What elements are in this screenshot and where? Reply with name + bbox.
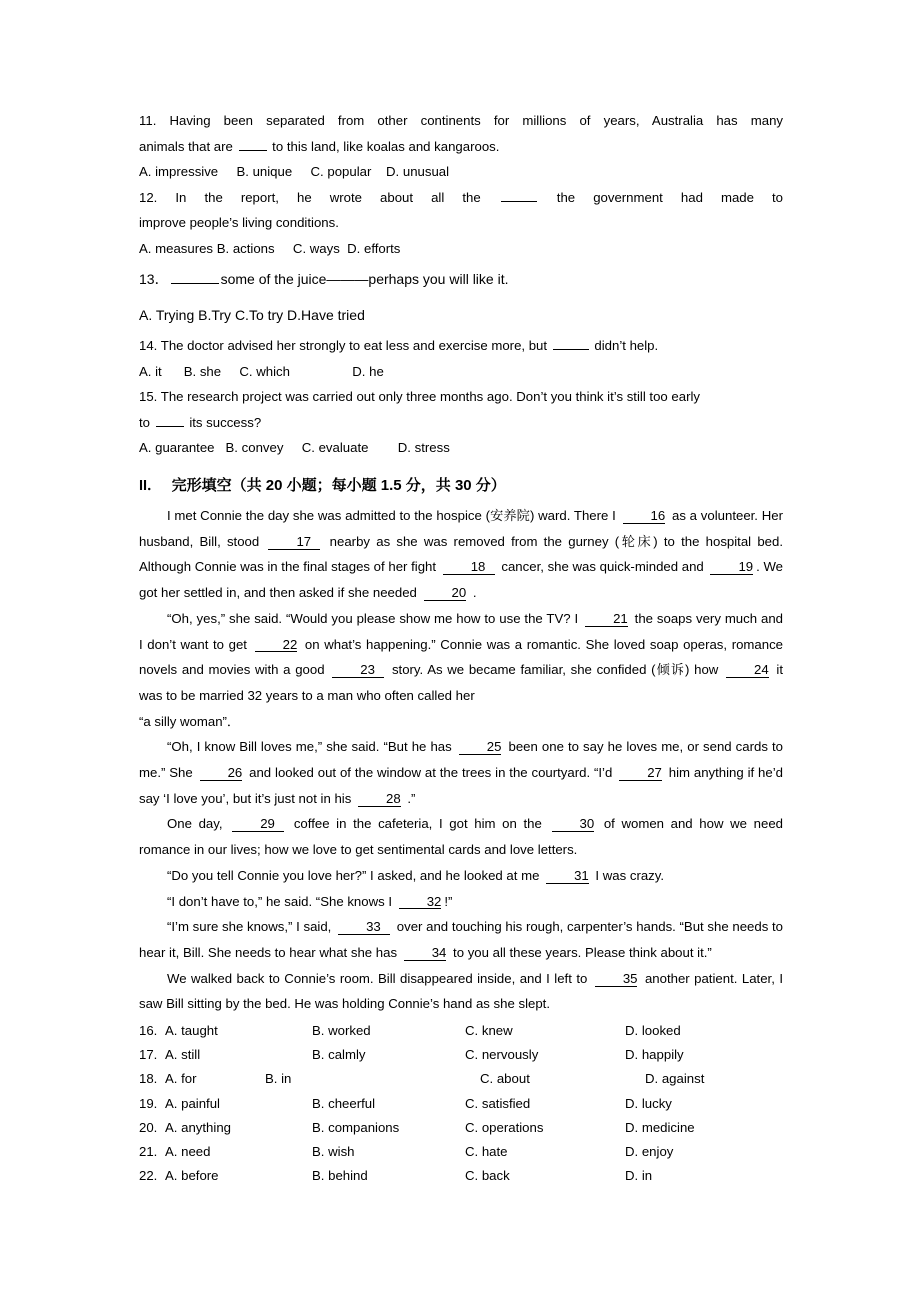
question-14-options: A. it B. she C. which D. he: [139, 363, 384, 379]
passage-text: cancer, she was quick-minded and: [497, 559, 708, 575]
question-12-stem-line-1: [139, 185, 783, 211]
question-15-stem-pre: to: [139, 414, 154, 430]
passage-text: nearby as she was removed from the gurney (轮床) to the hospital bed. Although Connie was in the final stages of her fight: [139, 533, 783, 575]
cloze-blank-35: 35: [595, 972, 638, 987]
question-12-stem-pre: 12. In the report, he wrote about all the: [139, 189, 499, 205]
question-13-stem-pre: 13．: [139, 271, 169, 287]
cloze-option-c: C. back: [465, 1168, 510, 1184]
passage-text: to you all these years. Please think about it.”: [449, 944, 712, 960]
cloze-blank-20: 20: [424, 586, 467, 601]
cloze-option-b: B. calmly: [312, 1047, 366, 1063]
cloze-blank-31: 31: [546, 869, 589, 884]
cloze-option-number: 17.: [139, 1047, 158, 1063]
cloze-option-c: C. nervously: [465, 1047, 539, 1063]
passage-paragraph-6: [139, 889, 783, 915]
cloze-option-a: A. painful: [165, 1095, 220, 1111]
cloze-option-d: D. looked: [625, 1023, 681, 1039]
cloze-option-row: [139, 1140, 783, 1164]
question-15-stem-post: its success?: [185, 414, 262, 430]
cloze-option-row: [139, 1116, 783, 1140]
passage-text: “Do you tell Connie you love her?” I asked, and he looked at me: [167, 867, 544, 883]
question-15-options: A. guarantee B. convey C. evaluate D. stress: [139, 440, 450, 455]
cloze-option-d: D. medicine: [625, 1119, 695, 1135]
cloze-blank-30: 30: [552, 817, 595, 832]
question-11-options: A. impressive B. unique C. popular D. unusual: [139, 164, 450, 179]
cloze-blank-32: 32: [399, 895, 442, 910]
passage-text: .: [469, 585, 477, 601]
cloze-option-c: C. knew: [465, 1023, 513, 1039]
passage-text: . We got her settled in, and then asked if she needed: [139, 559, 783, 601]
cloze-blank-25: 25: [459, 740, 502, 755]
cloze-blank-34: 34: [404, 946, 447, 961]
question-15-stem-line-1: 15. The research project was carried out only three months ago. Don’t you think it’s still too early: [139, 389, 700, 404]
question-14-stem: [139, 333, 783, 359]
passage-text: I was crazy.: [591, 867, 665, 883]
passage-text: .”: [403, 790, 416, 806]
cloze-option-d: D. against: [645, 1071, 705, 1087]
passage-text: and looked out of the window at the trees in the courtyard. “I’d: [245, 765, 617, 781]
passage-paragraph-5: [139, 863, 783, 889]
question-11-stem-pre: animals that are: [139, 138, 237, 154]
passage-paragraph-4: [139, 811, 783, 862]
passage-paragraph-2: [139, 606, 783, 709]
passage-paragraph-7: [139, 914, 783, 965]
question-14-stem-pre: 14. The doctor advised her strongly to eat less and exercise more, but: [139, 338, 551, 353]
cloze-option-number: 18.: [139, 1071, 158, 1087]
passage-paragraph-2-tail: “a silly woman”．: [139, 713, 241, 729]
cloze-option-d: D. in: [625, 1168, 653, 1184]
cloze-option-c: C. hate: [465, 1144, 508, 1160]
cloze-option-number: 20.: [139, 1119, 158, 1135]
question-11-stem-post: to this land, like koalas and kangaroos.: [268, 138, 500, 154]
cloze-blank-23: 23: [332, 663, 384, 678]
cloze-option-b: B. worked: [312, 1023, 371, 1039]
question-15-blank: [156, 413, 184, 427]
passage-text: !”: [444, 893, 453, 909]
cloze-blank-22: 22: [255, 638, 298, 653]
passage-text: another patient. Later, I saw Bill sitting by the bed. He was holding Connie’s hand as she slept.: [139, 970, 783, 1012]
section-numeral: II．: [139, 477, 162, 494]
document-body: [139, 108, 783, 1188]
passage-text: of women and how we need romance in our lives; how we love to get sentimental cards and love letters.: [139, 816, 783, 858]
question-13-stem: [139, 261, 783, 297]
cloze-option-b: B. companions: [312, 1119, 400, 1135]
question-15-stem-line-2: [139, 410, 783, 436]
passage-text: as a volunteer. Her husband, Bill, stood: [139, 508, 783, 549]
passage-paragraph-3: [139, 734, 783, 811]
question-13-blank: [171, 270, 219, 284]
question-13-options: A. Trying B.Try C.To try D.Have tried: [139, 307, 365, 323]
question-11-blank: [239, 137, 267, 151]
cloze-blank-24: 24: [726, 663, 769, 678]
section-heading: [139, 473, 783, 500]
cloze-blank-29: 29: [232, 817, 284, 832]
question-12-options: A. measures B. actions C. ways D. efforts: [139, 240, 401, 256]
passage-text: it was to be married 32 years to a man who often called her: [139, 662, 783, 703]
cloze-option-a: A. taught: [165, 1023, 218, 1039]
passage-text: I met Connie the day she was admitted to the hospice (安养院) ward. There I: [167, 508, 620, 523]
cloze-option-row: [139, 1043, 783, 1067]
question-12-stem-line-2: improve people’s living conditions.: [139, 215, 339, 230]
cloze-option-number: 16.: [139, 1023, 158, 1039]
cloze-option-d: D. lucky: [625, 1095, 672, 1111]
cloze-option-a: A. before: [165, 1168, 219, 1184]
cloze-blank-19: 19: [710, 560, 753, 575]
cloze-option-number: 22.: [139, 1168, 158, 1184]
question-14-stem-post: didn’t help.: [590, 338, 659, 353]
cloze-options-list: [139, 1019, 783, 1188]
cloze-blank-21: 21: [585, 612, 628, 627]
passage-text: “I’m sure she knows,” I said,: [167, 919, 336, 935]
passage-text: coffee in the cafeteria, I got him on the: [287, 816, 549, 832]
cloze-blank-18: 18: [443, 560, 495, 575]
cloze-blank-27: 27: [619, 766, 662, 781]
cloze-blank-33: 33: [338, 920, 390, 935]
cloze-option-b: B. cheerful: [312, 1095, 376, 1111]
passage-text: One day,: [167, 816, 230, 832]
passage-text: We walked back to Connie’s room. Bill disappeared inside, and I left to: [167, 970, 592, 986]
cloze-option-c: C. operations: [465, 1119, 544, 1135]
cloze-option-b: B. behind: [312, 1168, 368, 1184]
passage-text: “I don’t have to,” he said. “She knows I: [167, 893, 396, 909]
question-11-stem-line-2: [139, 134, 783, 160]
cloze-option-a: A. for: [165, 1071, 197, 1087]
passage-text: the soaps very much and I don’t want to get: [139, 610, 783, 652]
passage-text: been one to say he loves me, or send cards to me.” She: [139, 739, 783, 781]
question-14-blank: [553, 336, 589, 350]
passage-text: him anything if he’d say ‘I love you’, but it’s just not in his: [139, 765, 783, 806]
passage-paragraph-1: [139, 503, 783, 606]
passage-text: over and touching his rough, carpenter’s hands. “But she needs to hear it, Bill. She needs to hear what she has: [139, 919, 784, 960]
passage-paragraph-8: [139, 966, 783, 1017]
cloze-option-number: 21.: [139, 1144, 158, 1160]
cloze-option-c: C. satisfied: [465, 1095, 531, 1111]
cloze-option-a: A. still: [165, 1047, 201, 1063]
cloze-option-b: B. in: [265, 1071, 292, 1087]
passage-text: story. As we became familiar, she confided (倾诉) how: [387, 662, 724, 678]
cloze-option-number: 19.: [139, 1095, 158, 1111]
cloze-option-row: [139, 1019, 783, 1043]
question-11-stem-line-1: 11. Having been separated from other continents for millions of years, Australia has many: [139, 113, 783, 128]
cloze-blank-28: 28: [358, 792, 401, 807]
cloze-option-b: B. wish: [312, 1144, 355, 1160]
question-12-stem-post: the government had made to: [538, 189, 784, 205]
passage-text: “Oh, yes,” she said. “Would you please show me how to use the TV? I: [167, 610, 583, 626]
section-title: 完形填空（共 20 小题；每小题 1.5 分，共 30 分）: [171, 476, 506, 494]
cloze-option-c: C. about: [480, 1071, 530, 1087]
question-12-blank: [501, 188, 537, 202]
passage-text: “Oh, I know Bill loves me,” she said. “But he has: [167, 739, 456, 755]
cloze-option-row: [139, 1067, 783, 1091]
cloze-option-row: [139, 1164, 783, 1188]
passage-text: on what’s happening.” Connie was a romantic. She loved soap operas, romance novels and movies with a good: [139, 636, 783, 678]
cloze-blank-17: 17: [268, 535, 320, 550]
cloze-option-a: A. need: [165, 1144, 211, 1160]
question-13-stem-post: some of the juice———perhaps you will like it.: [220, 271, 509, 287]
cloze-option-d: D. enjoy: [625, 1144, 674, 1160]
cloze-option-row: [139, 1092, 783, 1116]
cloze-blank-26: 26: [200, 766, 243, 781]
cloze-option-a: A. anything: [165, 1119, 231, 1135]
cloze-blank-16: 16: [623, 509, 666, 524]
cloze-option-d: D. happily: [625, 1047, 684, 1063]
